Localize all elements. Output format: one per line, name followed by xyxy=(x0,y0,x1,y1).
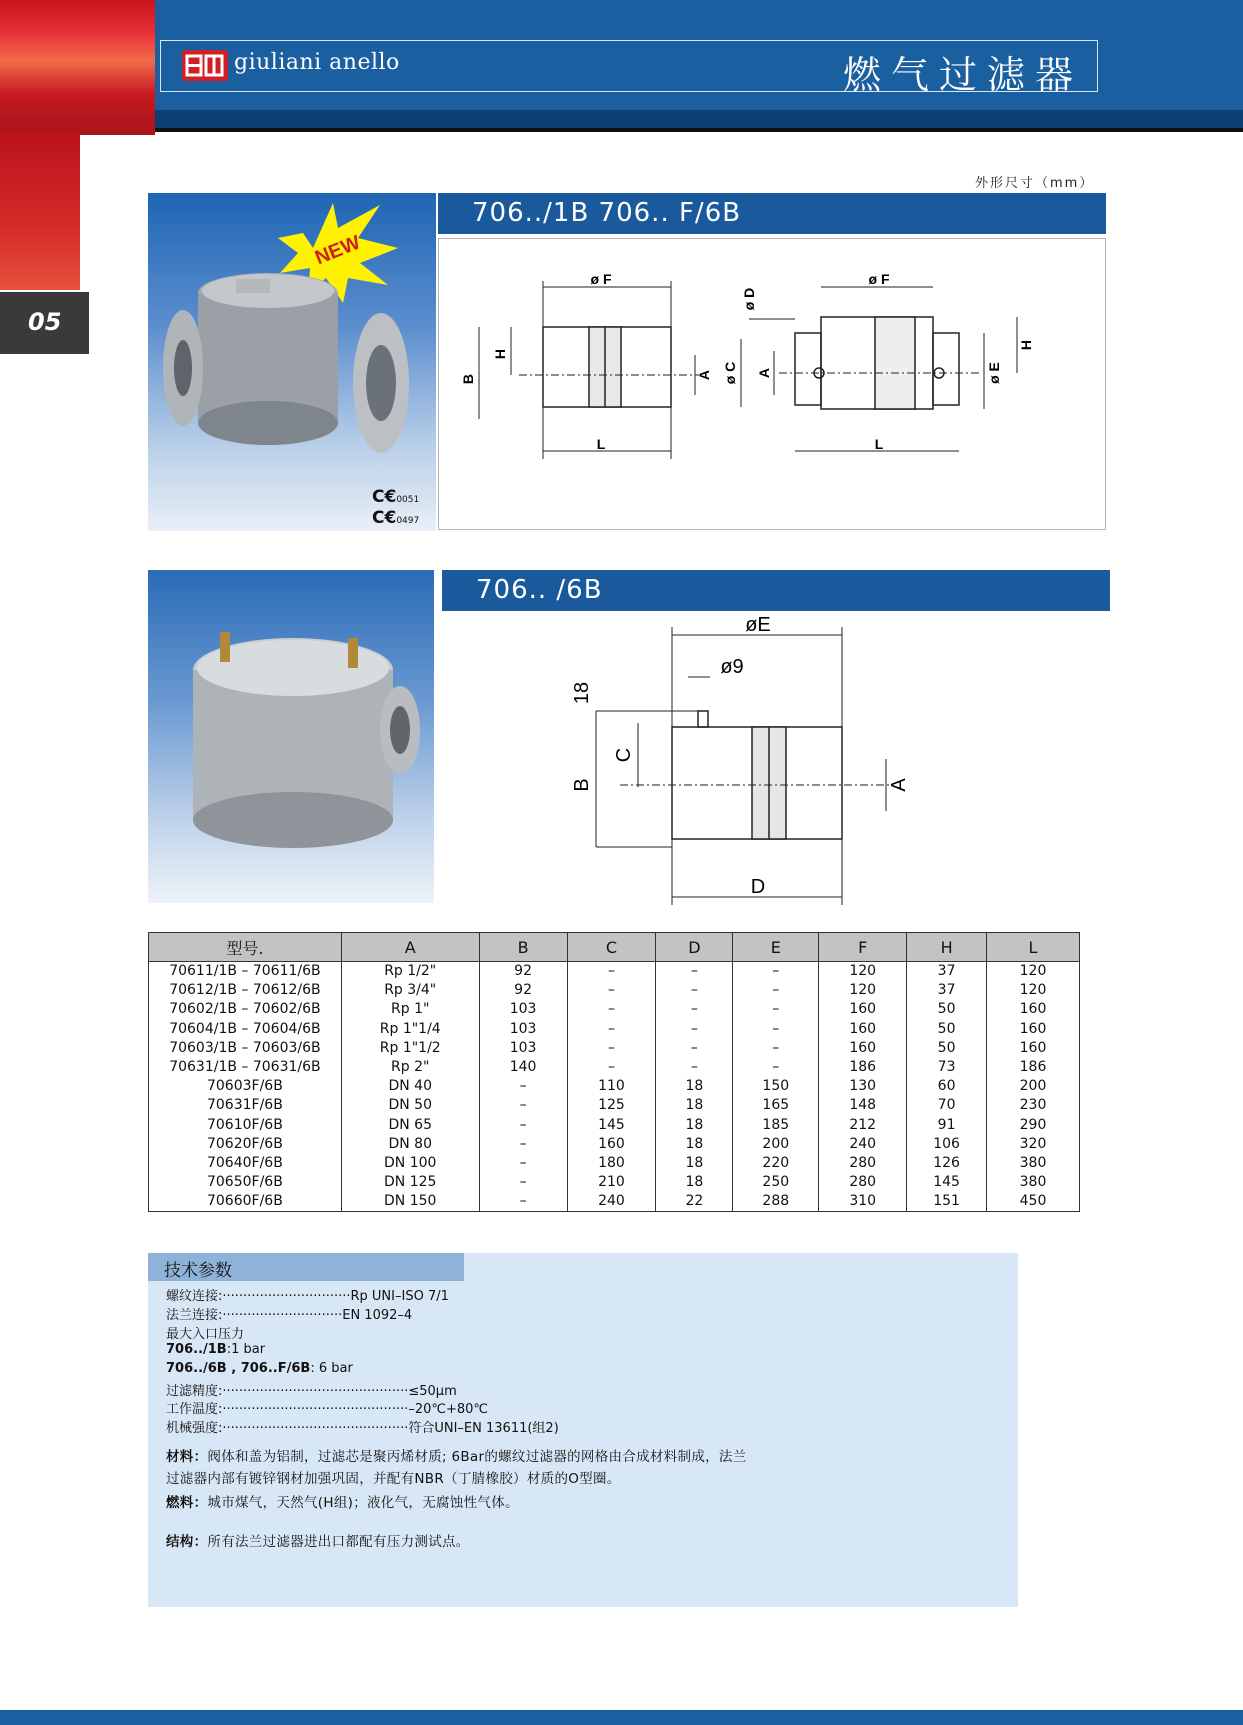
dimension-cell: 50 xyxy=(907,1000,987,1019)
dimension-cell: 22 xyxy=(656,1192,733,1212)
dimension-cell: DN 40 xyxy=(341,1077,479,1096)
dimension-cell: 200 xyxy=(733,1135,819,1154)
dimension-cell: 186 xyxy=(819,1058,907,1077)
dimension-cell: 160 xyxy=(819,1039,907,1058)
svg-text:H: H xyxy=(492,348,508,360)
dimension-cell: – xyxy=(479,1173,567,1192)
technical-drawing-706-1b xyxy=(438,238,1106,530)
dimensions-table xyxy=(148,932,1080,1212)
max-inlet-pressure: 最大入口压力 xyxy=(166,1327,245,1342)
svg-text:ø D: ø D xyxy=(741,287,757,311)
dimension-cell: – xyxy=(733,1058,819,1077)
section-header-706-1b xyxy=(438,193,1106,234)
table-row xyxy=(149,1039,1080,1058)
col-header-h: H xyxy=(907,933,987,962)
dimension-cell: 185 xyxy=(733,1116,819,1135)
dimension-cell: Rp 1"1/4 xyxy=(341,1020,479,1039)
dimension-cell: 18 xyxy=(656,1116,733,1135)
svg-text:L: L xyxy=(874,436,884,452)
table-row xyxy=(149,1020,1080,1039)
table-row xyxy=(149,1058,1080,1077)
material-line-1: 材料：阀体和盖为铝制，过滤芯是聚丙烯材质; 6Bar的螺纹过滤器的网格由合成材料制成，法兰 xyxy=(166,1449,747,1465)
dimension-cell: 18 xyxy=(656,1135,733,1154)
svg-text:A: A xyxy=(888,778,910,792)
dimension-cell: 148 xyxy=(819,1096,907,1115)
dimension-cell: 130 xyxy=(819,1077,907,1096)
tech-params-title: 技术参数 xyxy=(164,1261,232,1281)
dimension-cell: – xyxy=(656,981,733,1000)
svg-text:H: H xyxy=(1018,339,1034,351)
svg-text:D: D xyxy=(750,876,766,898)
dimension-cell: 91 xyxy=(907,1116,987,1135)
dimension-cell: DN 150 xyxy=(341,1192,479,1212)
svg-text:B: B xyxy=(460,373,476,385)
dimension-cell: – xyxy=(567,1039,656,1058)
table-row xyxy=(149,1192,1080,1212)
model-cell: 70620F/6B xyxy=(149,1135,342,1154)
dimension-cell: – xyxy=(656,962,733,982)
col-header-a: A xyxy=(341,933,479,962)
dimension-cell: – xyxy=(479,1192,567,1212)
dimension-cell: Rp 1"1/2 xyxy=(341,1039,479,1058)
table-header-row xyxy=(149,933,1080,962)
col-header-b: B xyxy=(479,933,567,962)
dimension-cell: – xyxy=(733,1020,819,1039)
dimension-cell: – xyxy=(479,1116,567,1135)
footer-band xyxy=(0,1710,1243,1725)
dimension-cell: 250 xyxy=(733,1173,819,1192)
dimension-cell: 288 xyxy=(733,1192,819,1212)
page-number: 05 xyxy=(28,308,62,336)
dimension-cell: – xyxy=(567,962,656,982)
dimension-cell: 160 xyxy=(987,1000,1080,1019)
dimension-cell: 60 xyxy=(907,1077,987,1096)
dimension-cell: 145 xyxy=(907,1173,987,1192)
dimension-cell: 120 xyxy=(819,981,907,1000)
dimension-cell: – xyxy=(479,1154,567,1173)
dimension-cell: 92 xyxy=(479,962,567,982)
dimension-cell: DN 65 xyxy=(341,1116,479,1135)
dimension-cell: – xyxy=(567,1020,656,1039)
table-row xyxy=(149,1116,1080,1135)
dimension-cell: Rp 1/2" xyxy=(341,962,479,982)
pressure-6b: 706../6B , 706..F/6B: 6 bar xyxy=(166,1361,353,1376)
section-title: 706../1B 706.. F/6B xyxy=(472,198,742,228)
table-row xyxy=(149,1077,1080,1096)
svg-text:ø C: ø C xyxy=(722,361,738,385)
dimension-cell: 230 xyxy=(987,1096,1080,1115)
dimension-cell: 380 xyxy=(987,1173,1080,1192)
dimension-cell: 450 xyxy=(987,1192,1080,1212)
svg-text:ø9: ø9 xyxy=(720,656,744,678)
dimension-cell: – xyxy=(656,1000,733,1019)
fuel-line: 燃料：城市煤气，天然气(H组)；液化气，无腐蚀性气体。 xyxy=(166,1495,519,1511)
thread-connection: 螺纹连接:·······························Rp UNI–ISO 7/1 xyxy=(166,1289,449,1304)
dimension-cell: 280 xyxy=(819,1173,907,1192)
dimension-cell: – xyxy=(656,1020,733,1039)
col-header-e: E xyxy=(733,933,819,962)
dimension-cell: 160 xyxy=(987,1039,1080,1058)
dimension-cell: 186 xyxy=(987,1058,1080,1077)
technical-drawing-706-6b xyxy=(560,615,940,905)
product-photo-threaded-filter xyxy=(148,570,434,903)
section-title: 706.. /6B xyxy=(476,575,603,605)
dimension-cell: 212 xyxy=(819,1116,907,1135)
model-cell: 70612/1B – 70612/6B xyxy=(149,981,342,1000)
dimension-cell: DN 125 xyxy=(341,1173,479,1192)
page-title: 燃气过滤器 xyxy=(843,53,1084,97)
dimension-cell: – xyxy=(656,1058,733,1077)
decorative-flame-image xyxy=(0,0,155,135)
dimension-cell: 18 xyxy=(656,1173,733,1192)
ce-mark-1: C€0051 xyxy=(372,487,420,507)
model-cell: 70640F/6B xyxy=(149,1154,342,1173)
svg-text:C: C xyxy=(613,747,635,763)
dimension-cell: DN 80 xyxy=(341,1135,479,1154)
new-badge: NEW xyxy=(311,231,364,270)
dimension-cell: 220 xyxy=(733,1154,819,1173)
table-row xyxy=(149,1135,1080,1154)
dimension-cell: 70 xyxy=(907,1096,987,1115)
dimension-cell: 145 xyxy=(567,1116,656,1135)
svg-text:øE: øE xyxy=(745,615,771,636)
col-header-d: D xyxy=(656,933,733,962)
table-row xyxy=(149,1000,1080,1019)
model-cell: 70650F/6B xyxy=(149,1173,342,1192)
dimension-cell: 110 xyxy=(567,1077,656,1096)
dimension-cell: 310 xyxy=(819,1192,907,1212)
dimension-cell: – xyxy=(567,981,656,1000)
model-cell: 70603/1B – 70603/6B xyxy=(149,1039,342,1058)
operating-temperature: 工作温度:·············································–20℃+80℃ xyxy=(166,1402,489,1417)
dimension-cell: 126 xyxy=(907,1154,987,1173)
dimension-cell: 120 xyxy=(987,962,1080,982)
col-header-f: F xyxy=(819,933,907,962)
model-cell: 70604/1B – 70604/6B xyxy=(149,1020,342,1039)
dimension-cell: 18 xyxy=(656,1096,733,1115)
dimension-cell: 18 xyxy=(656,1077,733,1096)
model-cell: 70611/1B – 70611/6B xyxy=(149,962,342,982)
dimension-cell: 37 xyxy=(907,962,987,982)
dimension-cell: DN 50 xyxy=(341,1096,479,1115)
product-photo-flanged-filter xyxy=(148,193,436,531)
table-row xyxy=(149,1173,1080,1192)
dimension-cell: 165 xyxy=(733,1096,819,1115)
dimension-cell: 120 xyxy=(819,962,907,982)
dimension-cell: Rp 2" xyxy=(341,1058,479,1077)
dimension-cell: 320 xyxy=(987,1135,1080,1154)
ce-mark-2: C€0497 xyxy=(372,508,420,528)
dimension-cell: – xyxy=(733,1000,819,1019)
dimension-cell: 18 xyxy=(656,1154,733,1173)
dimension-cell: 160 xyxy=(819,1020,907,1039)
dimension-cell: – xyxy=(479,1096,567,1115)
dimension-cell: – xyxy=(733,1039,819,1058)
dimension-cell: – xyxy=(733,962,819,982)
section-header-706-6b xyxy=(442,570,1110,611)
dimension-cell: 180 xyxy=(567,1154,656,1173)
dimension-cell: 380 xyxy=(987,1154,1080,1173)
table-row xyxy=(149,981,1080,1000)
dimension-cell: 125 xyxy=(567,1096,656,1115)
mechanical-strength: 机械强度:·············································符合UNI–EN 13611(组2) xyxy=(166,1421,559,1436)
dimension-cell: 120 xyxy=(987,981,1080,1000)
brand-logo-icon xyxy=(182,50,228,81)
model-cell: 70603F/6B xyxy=(149,1077,342,1096)
dimension-cell: 73 xyxy=(907,1058,987,1077)
dimension-cell: 50 xyxy=(907,1020,987,1039)
dimension-cell: 160 xyxy=(819,1000,907,1019)
svg-text:ø F: ø F xyxy=(590,271,612,287)
structure-line: 结构：所有法兰过滤器进出口都配有压力测试点。 xyxy=(166,1534,470,1550)
col-header-model: 型号. xyxy=(149,933,342,962)
dimension-cell: – xyxy=(656,1039,733,1058)
svg-text:A: A xyxy=(696,369,712,381)
model-cell: 70631F/6B xyxy=(149,1096,342,1115)
dimension-cell: 37 xyxy=(907,981,987,1000)
dimension-cell: – xyxy=(567,1058,656,1077)
brand-name: giuliani anello xyxy=(234,50,400,75)
col-header-c: C xyxy=(567,933,656,962)
table-row xyxy=(149,1096,1080,1115)
table-row xyxy=(149,1154,1080,1173)
decorative-side-bar xyxy=(0,130,80,290)
pressure-1b: 706../1B:1 bar xyxy=(166,1342,266,1357)
model-cell: 70660F/6B xyxy=(149,1192,342,1212)
svg-text:ø F: ø F xyxy=(868,271,890,287)
dimension-cell: 160 xyxy=(987,1020,1080,1039)
svg-text:ø E: ø E xyxy=(986,362,1002,384)
svg-text:A: A xyxy=(756,367,772,379)
flange-connection: 法兰连接:·····························EN 1092–4 xyxy=(166,1308,413,1323)
dimension-cell: 106 xyxy=(907,1135,987,1154)
dimension-cell: 160 xyxy=(567,1135,656,1154)
dimension-cell: – xyxy=(479,1077,567,1096)
dimension-cell: 150 xyxy=(733,1077,819,1096)
dimension-cell: – xyxy=(567,1000,656,1019)
model-cell: 70631/1B – 70631/6B xyxy=(149,1058,342,1077)
dimension-cell: 103 xyxy=(479,1000,567,1019)
dimension-cell: 151 xyxy=(907,1192,987,1212)
dimension-cell: Rp 1" xyxy=(341,1000,479,1019)
dimension-cell: 240 xyxy=(567,1192,656,1212)
dimension-cell: 200 xyxy=(987,1077,1080,1096)
dimension-cell: 280 xyxy=(819,1154,907,1173)
table-row xyxy=(149,962,1080,982)
dimension-cell: 103 xyxy=(479,1039,567,1058)
dimension-cell: DN 100 xyxy=(341,1154,479,1173)
dimension-cell: 240 xyxy=(819,1135,907,1154)
svg-text:L: L xyxy=(596,436,606,452)
dimension-cell: 92 xyxy=(479,981,567,1000)
dimension-cell: 290 xyxy=(987,1116,1080,1135)
dimension-cell: 103 xyxy=(479,1020,567,1039)
dimension-cell: – xyxy=(733,981,819,1000)
dimension-cell: – xyxy=(479,1135,567,1154)
model-cell: 70610F/6B xyxy=(149,1116,342,1135)
svg-text:18: 18 xyxy=(571,681,593,705)
dimension-cell: Rp 3/4" xyxy=(341,981,479,1000)
unit-note: 外形尺寸（mm） xyxy=(975,176,1095,191)
material-line-2: 过滤器内部有镀锌钢材加强巩固，并配有NBR（丁腈橡胶）材质的O型圈。 xyxy=(166,1471,621,1487)
model-cell: 70602/1B – 70602/6B xyxy=(149,1000,342,1019)
dimension-cell: 210 xyxy=(567,1173,656,1192)
col-header-l: L xyxy=(987,933,1080,962)
svg-text:B: B xyxy=(571,778,593,792)
header-divider xyxy=(80,128,1243,132)
dimension-cell: 140 xyxy=(479,1058,567,1077)
dimension-cell: 50 xyxy=(907,1039,987,1058)
filter-accuracy: 过滤精度:·············································≤50μm xyxy=(166,1384,457,1399)
